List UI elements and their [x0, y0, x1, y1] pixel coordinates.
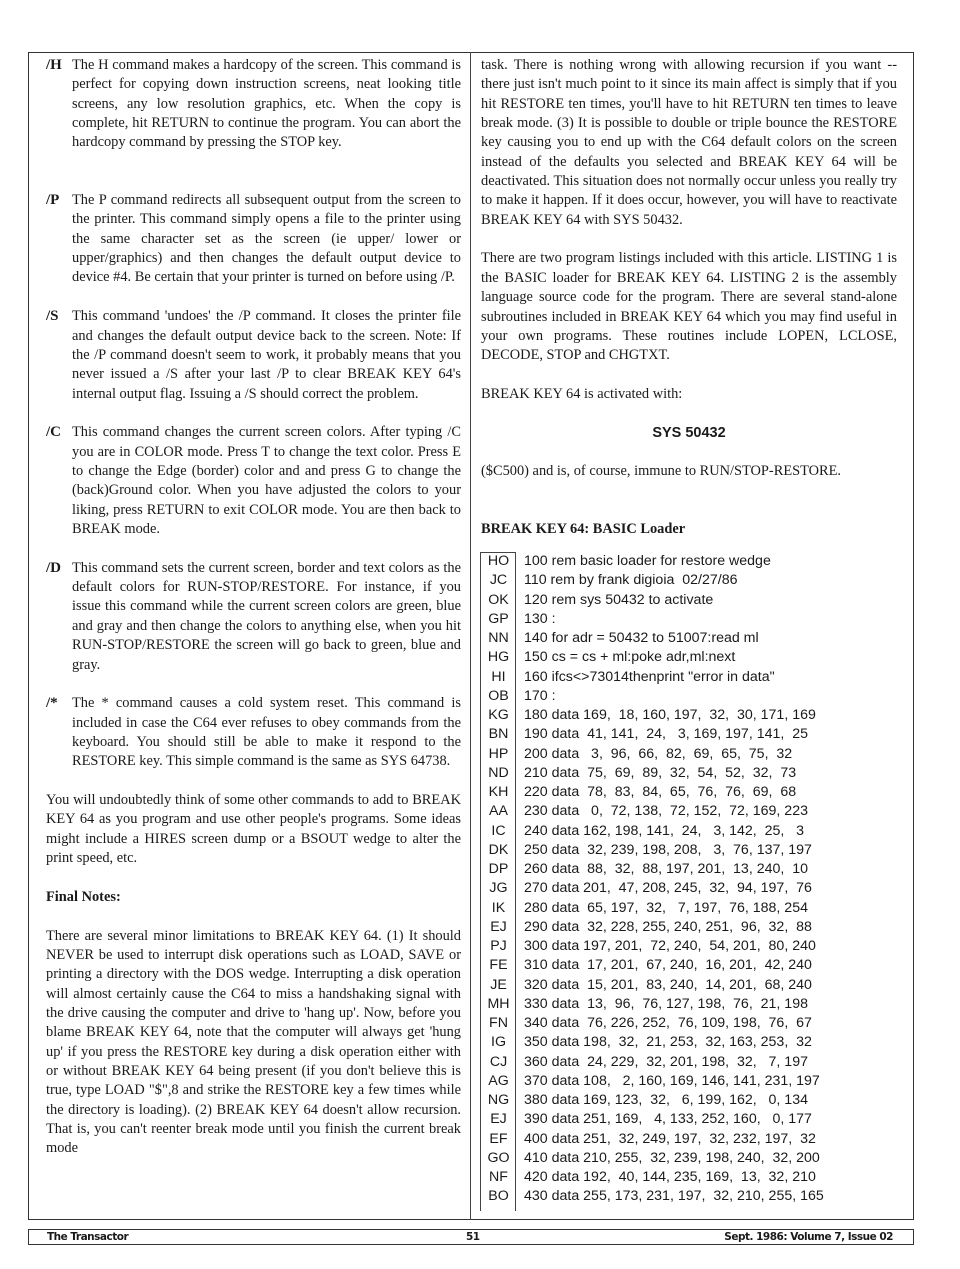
listing-row [480, 610, 880, 629]
command-description: This command changes the current screen colors. After typing /C you are in COLOR mode. Press T to change the text color. Press E to change the Edge (border) color and and press G to change the (back)Ground color. When you have adjusted the colors to your liking, press RETURN to exit COLOR mode. You are then back to BREAK mode. [72, 424, 461, 538]
sys-command: SYS 50432 [652, 424, 726, 441]
checksum-id: AG [488, 1072, 509, 1089]
code-line: 130 : [524, 610, 556, 627]
checksum-id: JE [490, 976, 507, 993]
right-column [481, 56, 897, 559]
listing-row [480, 879, 880, 898]
listing-row [480, 1187, 880, 1206]
checksum-id: JG [489, 880, 508, 897]
checksum-id: HG [487, 649, 510, 666]
checksum-id: HP [488, 745, 509, 762]
listing-row [480, 706, 880, 725]
code-line: 170 : [524, 687, 556, 704]
code-line: 250 data 32, 239, 198, 208, 3, 76, 137, 197 [524, 841, 812, 858]
recursion-paragraph: task. There is nothing wrong with allowing recursion if you want -- there just isn't much point to it since its main affect is simply that if you hit RESTORE ten times, you'll have to hit RETURN ten times to leave break mode. (3) It is possible to double or triple bounce the RESTORE key causing you to end up with the C64 default colors on the screen instead of the defaults you selected and BREAK KEY 64 will be deactivated. This situation does not normally occur unless you really try to make it happen. If it does occur, however, you will have to reactivate BREAK KEY 64 with SYS 50432. [481, 57, 897, 228]
command-reset [46, 694, 461, 771]
final-notes-heading: Final Notes: [46, 888, 121, 905]
page-number: 51 [466, 1231, 480, 1243]
listing-row [480, 918, 880, 937]
checksum-id: BO [488, 1188, 509, 1205]
final-notes-paragraph: There are several minor limitations to BREAK KEY 64. (1) It should NEVER be used to interrupt disk operations such as LOAD, SAVE or printing a directory with the DOS wedge. Interrupting a disk operation will almost certainly cause the C64 to miss a handshaking signal with the drive causing the computer and drive to 'hang up'. Now, before you blame BREAK KEY 64, note that the computer will always get 'hung up' if you press the RESTORE key during a disk operation either with or without BREAK KEY 64 being present (if you don't believe this is true, type LOAD "$",8 and strike the RESTORE key a few times while the directory is loading). (2) BREAK KEY 64 doesn't allow recursion. That is, you can't reenter break mode until you finish the current break mode [46, 927, 461, 1157]
checksum-id: EF [489, 1130, 508, 1147]
checksum-id: IK [491, 899, 506, 916]
listing-row [480, 764, 880, 783]
checksum-id: AA [489, 803, 508, 820]
listing-row [480, 976, 880, 995]
basic-loader-listing [480, 552, 880, 1207]
code-line: 340 data 76, 226, 252, 76, 109, 198, 76, 67 [524, 1015, 812, 1031]
checksum-id: GP [488, 610, 509, 627]
checksum-id: ND [488, 764, 509, 781]
checksum-id: BN [488, 726, 509, 743]
listing-row [480, 1168, 880, 1187]
command-key: /S [46, 308, 59, 325]
command-key: /C [46, 424, 61, 441]
command-p [46, 191, 461, 288]
listing-row [480, 937, 880, 956]
listing-row [480, 822, 880, 841]
checksum-id: CJ [489, 1053, 508, 1070]
checksum-id: NG [487, 1092, 510, 1108]
listing-row [480, 1130, 880, 1149]
code-line: 360 data 24, 229, 32, 201, 198, 32, 7, 197 [524, 1053, 808, 1070]
listing-row [480, 591, 880, 610]
command-description: The H command makes a hardcopy of the screen. This command is perfect for copying down instruction screens, neat looking title screens, any low resolution graphics, etc. When the copy is complete, hit RETURN to continue the program. You can abort the hardcopy command by pressing the STOP key. [72, 57, 461, 151]
other-commands-paragraph: You will undoubtedly think of some other commands to add to BREAK KEY 64 as you program and use other people's programs. Some ideas might include a HIRES screen dump or a BSOUT wedge to alter the print speed, etc. [46, 792, 461, 867]
code-line: 230 data 0, 72, 138, 72, 152, 72, 169, 223 [524, 803, 808, 820]
listing-row [480, 745, 880, 764]
listing-row [480, 1053, 880, 1072]
listing-row [480, 1014, 880, 1033]
checksum-id: JC [489, 572, 508, 589]
command-s [46, 307, 461, 404]
checksum-id: OK [488, 591, 509, 608]
code-line: 260 data 88, 32, 88, 197, 201, 13, 240, 10 [524, 861, 808, 877]
code-line: 290 data 32, 228, 255, 240, 251, 96, 32, 88 [524, 918, 812, 935]
listing-row [480, 629, 880, 648]
command-description: The P command redirects all subsequent output from the screen to the printer. This command simply opens a file to the printer using the same character set as the screen (ie upper/ lower or upper/graphics) and then changes the default output device to device #4. Be certain that your printer is turned on before using /P. [72, 192, 461, 286]
checksum-id: DK [488, 841, 509, 858]
code-line: 370 data 108, 2, 160, 169, 146, 141, 231, 197 [524, 1072, 820, 1089]
command-key: /P [46, 192, 60, 209]
code-line: 280 data 65, 197, 32, 7, 197, 76, 188, 254 [524, 899, 808, 916]
code-line: 210 data 75, 69, 89, 32, 54, 52, 32, 73 [524, 764, 797, 781]
code-line: 390 data 251, 169, 4, 133, 252, 160, 0, 177 [524, 1111, 812, 1128]
code-line: 400 data 251, 32, 249, 197, 32, 232, 197, 32 [524, 1130, 816, 1147]
command-description: The * command causes a cold system reset. This command is included in case the C64 ever refuses to obey commands from the keyboard. You should still be able to make it respond to the RESTORE key. This simple command is the same as SYS 64738. [72, 695, 461, 770]
issue-info: Sept. 1986: Volume 7, Issue 02 [724, 1231, 893, 1243]
checksum-id: PJ [490, 938, 507, 954]
command-key: /H [46, 57, 62, 73]
code-line: 320 data 15, 201, 83, 240, 14, 201, 68, 240 [524, 976, 812, 993]
listing-row [480, 725, 880, 744]
immune-text: ($C500) and is, of course, immune to RUN/STOP-RESTORE. [481, 463, 842, 480]
code-line: 140 for adr = 50432 to 51007:read ml [524, 630, 759, 646]
command-description: This command 'undoes' the /P command. It closes the printer file and changes the default output device back to the screen. Note: If the /P command doesn't seem to work, it probably means that you never issued a /S after your last /P to clear BREAK KEY 64's internal output flag. Issuing a /S should correct the problem. [72, 308, 461, 402]
code-line: 190 data 41, 141, 24, 3, 169, 197, 141, 25 [524, 726, 808, 743]
checksum-id: KH [488, 784, 509, 800]
listing-row [480, 571, 880, 590]
checksum-id: EJ [490, 918, 507, 935]
checksum-id: HI [491, 668, 506, 685]
code-line: 420 data 192, 40, 144, 235, 169, 13, 32, 210 [524, 1169, 816, 1185]
checksum-id: EJ [490, 1111, 507, 1128]
listing-row [480, 1110, 880, 1129]
code-line: 100 rem basic loader for restore wedge [524, 553, 771, 569]
code-line: 380 data 169, 123, 32, 6, 199, 162, 0, 134 [524, 1092, 808, 1108]
activation-text: BREAK KEY 64 is activated with: [481, 385, 683, 402]
listing-row [480, 1033, 880, 1052]
checksum-id: OB [488, 687, 509, 704]
command-c [46, 423, 461, 539]
checksum-id: NF [489, 1169, 508, 1185]
listing-row [480, 802, 880, 821]
listing-row [480, 783, 880, 802]
listings-paragraph: There are two program listings included with this article. LISTING 1 is the BASIC loader for BREAK KEY 64. LISTING 2 is the assembly language source code for the program. There are several stand-alone subroutines included in BREAK KEY 64 which you may find useful in your own programs. These routines include LOPEN, LCLOSE, DECODE, STOP and CHGTXT. [481, 250, 897, 364]
code-line: 200 data 3, 96, 66, 82, 69, 65, 75, 32 [524, 745, 793, 762]
checksum-id: IC [491, 822, 506, 839]
listing-row [480, 995, 880, 1014]
checksum-id: GO [487, 1149, 510, 1166]
code-line: 150 cs = cs + ml:poke adr,ml:next [524, 649, 736, 666]
code-line: 160 ifcs<>73014thenprint "error in data" [524, 668, 775, 685]
code-line: 350 data 198, 32, 21, 253, 32, 163, 253, 32 [524, 1034, 812, 1051]
listing-row [480, 1072, 880, 1091]
checksum-id: NN [488, 630, 509, 646]
listing-row [480, 841, 880, 860]
listing-row [480, 860, 880, 879]
listing-row [480, 899, 880, 918]
checksum-id: HO [487, 553, 510, 569]
command-description: This command sets the current screen, border and text colors as the default colors for RUN-STOP/RESTORE. For instance, if you issue this command while the current screen colors are green, blue and gray and then change the colors to anything else, when you hit RUN-STOP/RESTORE the screen will go back to green, blue and gray. [72, 559, 461, 673]
listing-row [480, 1149, 880, 1168]
checksum-id: IG [491, 1034, 506, 1051]
code-line: 300 data 197, 201, 72, 240, 54, 201, 80, 240 [524, 938, 816, 954]
code-line: 410 data 210, 255, 32, 239, 198, 240, 32, 200 [524, 1149, 820, 1166]
listing-row [480, 668, 880, 687]
code-line: 310 data 17, 201, 67, 240, 16, 201, 42, 240 [524, 957, 812, 974]
column-divider [470, 52, 471, 1220]
checksum-id: FN [489, 1015, 508, 1031]
checksum-id: FE [489, 957, 508, 974]
code-line: 240 data 162, 198, 141, 24, 3, 142, 25, 3 [524, 822, 805, 839]
listing-row [480, 1091, 880, 1110]
code-line: 110 rem by frank digioia 02/27/86 [524, 572, 738, 589]
listing-row [480, 956, 880, 975]
listing-row [480, 552, 880, 571]
code-line: 220 data 78, 83, 84, 65, 76, 76, 69, 68 [524, 784, 797, 800]
checksum-id: MH [487, 995, 510, 1012]
listing-row [480, 687, 880, 706]
command-key: /D [46, 559, 61, 576]
code-line: 270 data 201, 47, 208, 245, 32, 94, 197, 76 [524, 880, 812, 897]
code-line: 430 data 255, 173, 231, 197, 32, 210, 255, 165 [524, 1188, 824, 1205]
page-footer [28, 1229, 914, 1245]
left-column [46, 56, 461, 1178]
code-line: 120 rem sys 50432 to activate [524, 591, 714, 608]
listing-row [480, 648, 880, 667]
publication-name: The Transactor [47, 1231, 129, 1243]
command-d [46, 559, 461, 675]
command-key: /* [46, 695, 58, 712]
code-line: 180 data 169, 18, 160, 197, 32, 30, 171, 169 [524, 707, 816, 723]
listing-heading: BREAK KEY 64: BASIC Loader [481, 521, 686, 538]
checksum-id: KG [488, 707, 509, 723]
checksum-id: DP [488, 861, 509, 877]
command-h [46, 56, 461, 153]
code-line: 330 data 13, 96, 76, 127, 198, 76, 21, 198 [524, 995, 808, 1012]
